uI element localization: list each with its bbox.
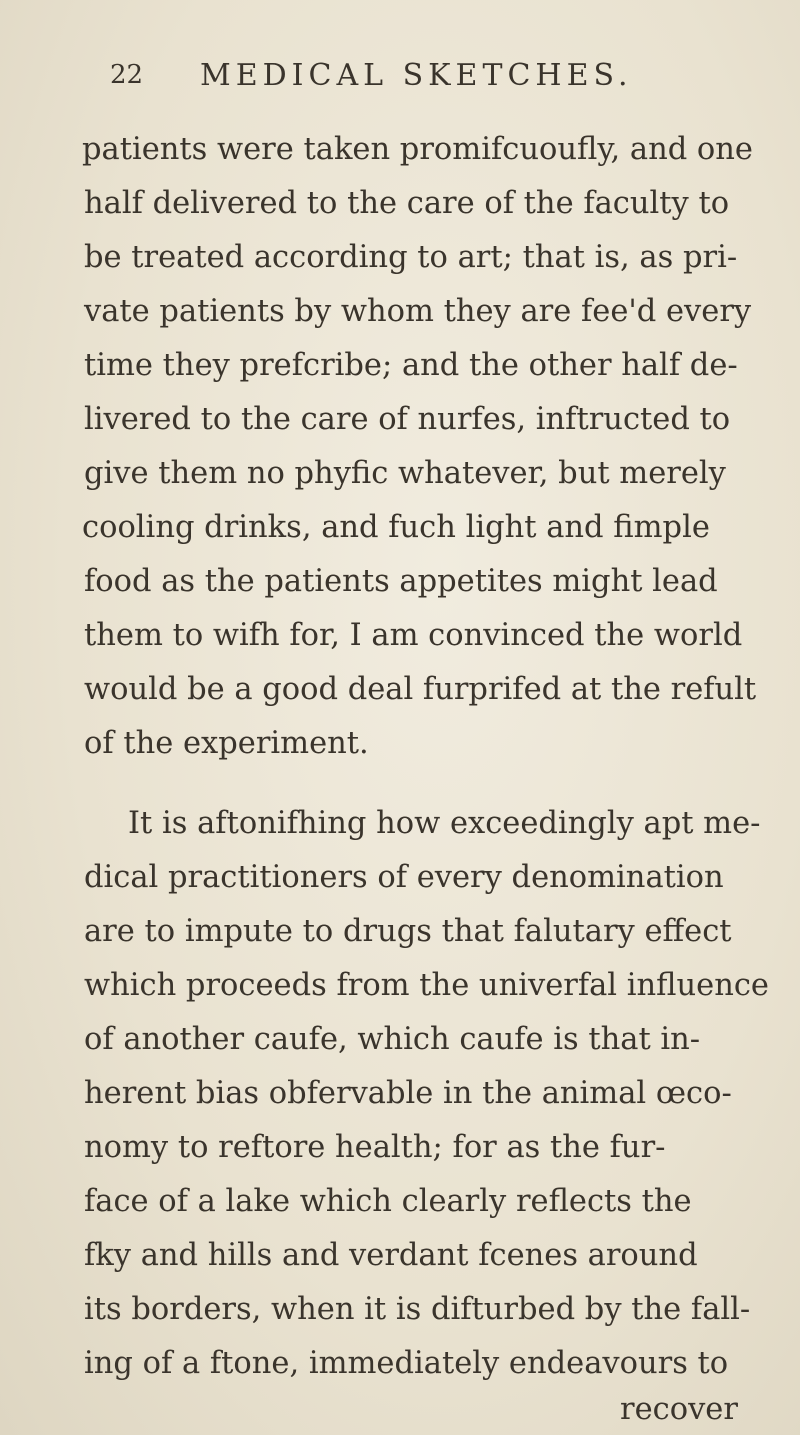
text-line: are to impute to drugs that falutary effect	[84, 914, 732, 949]
text-line: half delivered to the care of the faculty to	[84, 186, 730, 221]
text-line: time they prefcribe; and the other half de-	[84, 348, 738, 383]
text-line: give them no phyfic whatever, but merely	[84, 456, 726, 491]
text-line: ing of a ftone, immediately endeavours to	[84, 1346, 729, 1381]
text-line: cooling drinks, and fuch light and fimple	[82, 510, 710, 545]
text-line: fky and hills and verdant fcenes around	[84, 1238, 698, 1273]
text-line: face of a lake which clearly reflects the	[84, 1184, 692, 1219]
text-line: its borders, when it is difturbed by the fall-	[84, 1292, 751, 1327]
running-head: MEDICAL SKETCHES.	[200, 58, 633, 93]
page-number: 22	[110, 60, 144, 90]
text-line: livered to the care of nurfes, inftructed to	[84, 402, 731, 437]
text-line: be treated according to art; that is, as pri-	[84, 240, 738, 275]
text-line: of another caufe, which caufe is that in-	[84, 1022, 701, 1057]
text-line: patients were taken promifcuoufly, and one	[82, 132, 753, 167]
text-line: food as the patients appetites might lead	[84, 564, 718, 599]
text-line: them to wifh for, I am convinced the world	[84, 618, 743, 653]
text-line: would be a good deal furprifed at the refult	[84, 672, 757, 707]
text-line: of the experiment.	[84, 726, 369, 761]
text-line: vate patients by whom they are fee'd every	[84, 294, 752, 329]
text-line: It is aftonifhing how exceedingly apt me-	[128, 806, 761, 841]
text-line: dical practitioners of every denomination	[84, 860, 724, 895]
text-line: herent bias obfervable in the animal œco-	[84, 1076, 732, 1111]
text-line: nomy to reftore health; for as the fur-	[84, 1130, 666, 1165]
text-line: which proceeds from the univerfal influence	[84, 968, 769, 1003]
catchword: recover	[620, 1392, 738, 1427]
